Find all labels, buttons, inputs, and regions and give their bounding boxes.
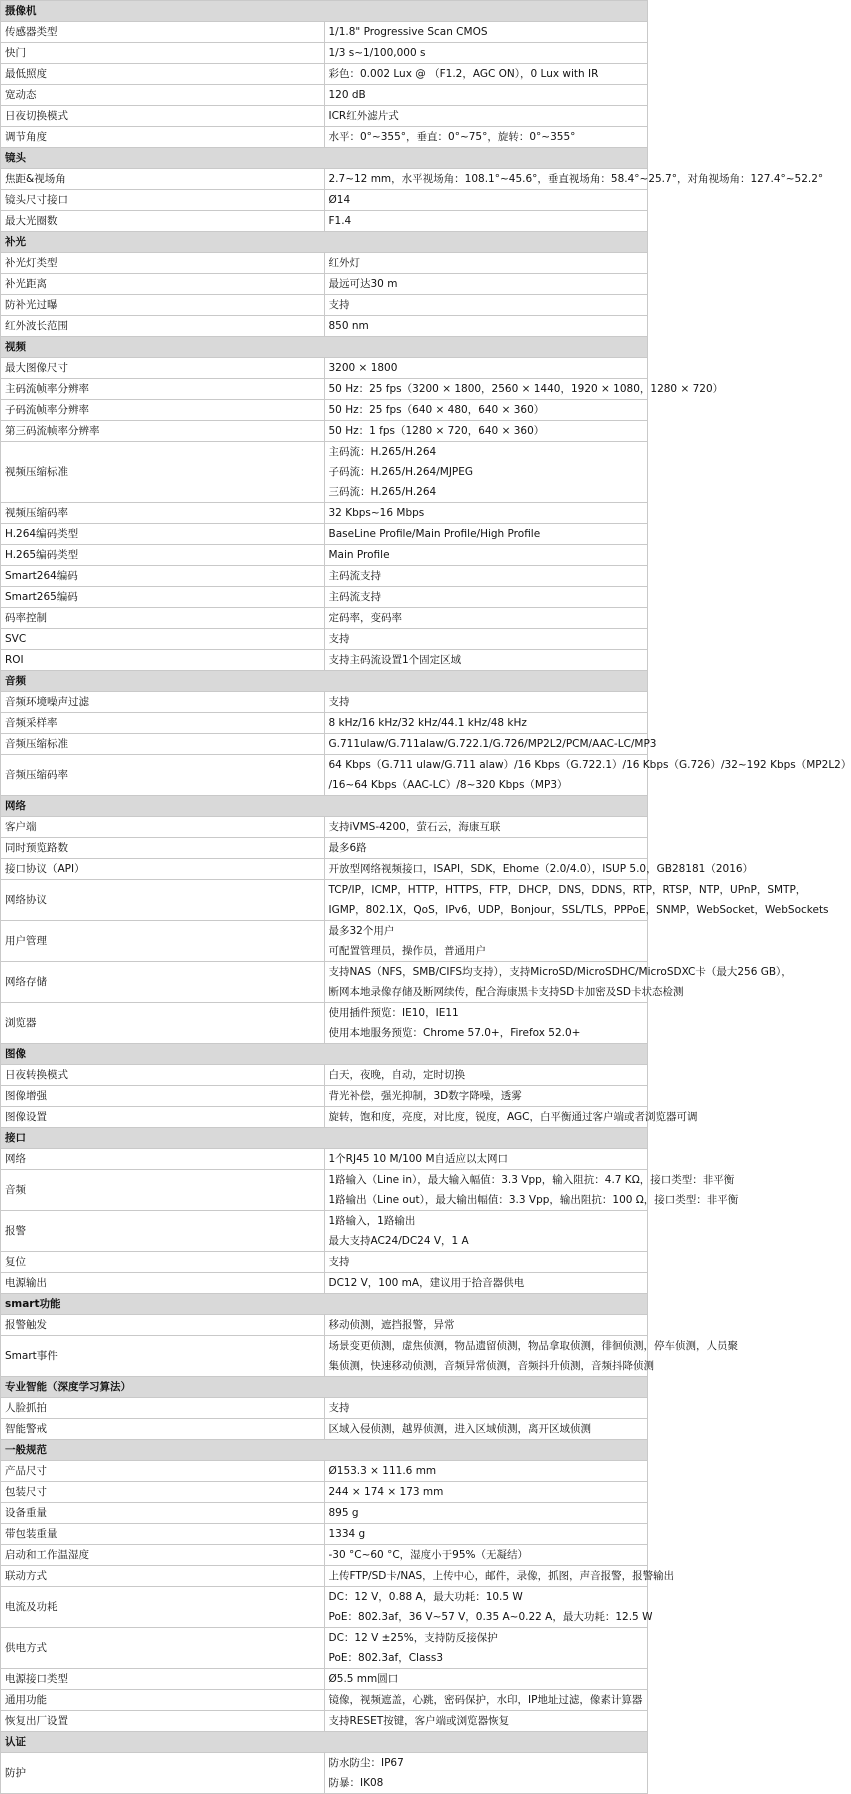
spec-row: [1, 880, 648, 921]
section-header-row: [1, 232, 648, 253]
spec-value-line: 支持RESET按键，客户端或浏览器恢复: [328, 1715, 510, 1727]
section-header-row: [1, 1128, 648, 1149]
spec-label: 音频环境噪声过滤: [1, 692, 325, 713]
spec-label: 带包装重量: [1, 1524, 325, 1545]
spec-label: 最大光圈数: [1, 211, 325, 232]
spec-row: [1, 1252, 648, 1273]
spec-value-line: DC：12 V，0.88 A，最大功耗：10.5 W: [328, 1591, 523, 1603]
spec-row: [1, 1628, 648, 1669]
section-header-row: [1, 1732, 648, 1753]
spec-label: 补光灯类型: [1, 253, 325, 274]
spec-row: [1, 1211, 648, 1252]
spec-row: [1, 1690, 648, 1711]
spec-label: 报警: [1, 1211, 325, 1252]
spec-value-line: 防水防尘：IP67: [328, 1757, 404, 1769]
spec-value: [324, 127, 648, 148]
spec-value-line: BaseLine Profile/Main Profile/High Profile: [328, 528, 541, 540]
spec-value-line: Ø14: [328, 194, 351, 206]
spec-label: 音频压缩码率: [1, 755, 325, 796]
spec-value: [324, 650, 648, 671]
spec-value-line: 1/1.8" Progressive Scan CMOS: [328, 26, 488, 38]
spec-value: [324, 274, 648, 295]
spec-value-line: 32 Kbps~16 Mbps: [328, 507, 425, 519]
spec-label: 传感器类型: [1, 22, 325, 43]
spec-row: [1, 1669, 648, 1690]
spec-value-line: 50 Hz：1 fps（1280 × 720，640 × 360）: [328, 425, 545, 437]
spec-value: [324, 859, 754, 880]
spec-value-line: 120 dB: [328, 89, 366, 101]
spec-label: 供电方式: [1, 1628, 325, 1669]
spec-label: 红外波长范围: [1, 316, 325, 337]
spec-value: [324, 1170, 739, 1211]
spec-label: 设备重量: [1, 1503, 325, 1524]
spec-row: [1, 817, 648, 838]
spec-row: [1, 921, 648, 962]
spec-label: 第三码流帧率分辨率: [1, 421, 325, 442]
spec-value-line: 50 Hz：25 fps（640 × 480，640 × 360）: [328, 404, 545, 416]
spec-value: [324, 85, 648, 106]
spec-value-line: 主码流支持: [328, 591, 381, 603]
spec-value-line: 开放型网络视频接口，ISAPI，SDK，Ehome（2.0/4.0），ISUP 5.0，GB28181（2016）: [328, 863, 754, 875]
spec-value: [324, 713, 648, 734]
spec-row: [1, 106, 648, 127]
spec-label: SVC: [1, 629, 325, 650]
spec-value-line: 白天，夜晚，自动，定时切换: [328, 1069, 465, 1081]
spec-label: 子码流帧率分辨率: [1, 400, 325, 421]
spec-value-line: 最远可达30 m: [328, 278, 398, 290]
spec-value: [324, 1669, 648, 1690]
spec-value-line: 防暴：IK08: [328, 1777, 384, 1789]
spec-value: [324, 524, 648, 545]
spec-value-line: 895 g: [328, 1507, 359, 1519]
spec-label: 客户端: [1, 817, 325, 838]
spec-value-line: 8 kHz/16 kHz/32 kHz/44.1 kHz/48 kHz: [328, 717, 527, 729]
spec-row: [1, 64, 648, 85]
spec-row: [1, 838, 648, 859]
spec-row: [1, 85, 648, 106]
spec-label: 视频压缩码率: [1, 503, 325, 524]
spec-row: [1, 1482, 648, 1503]
spec-label: 恢复出厂设置: [1, 1711, 325, 1732]
spec-row: [1, 1273, 648, 1294]
spec-value-line: PoE：802.3af，36 V~57 V，0.35 A~0.22 A，最大功耗：12.5 W: [328, 1611, 653, 1623]
spec-row: [1, 190, 648, 211]
spec-label: 图像设置: [1, 1107, 325, 1128]
spec-label: 主码流帧率分辨率: [1, 379, 325, 400]
spec-value-line: 集侦测，快速移动侦测，音频异常侦测，音频抖升侦测，音频抖降侦测: [328, 1360, 654, 1372]
spec-label: 联动方式: [1, 1566, 325, 1587]
spec-value: [324, 169, 824, 190]
spec-row: [1, 127, 648, 148]
spec-row: [1, 274, 648, 295]
spec-value: [324, 295, 648, 316]
spec-row: [1, 566, 648, 587]
spec-label: 用户管理: [1, 921, 325, 962]
spec-value: [324, 1482, 648, 1503]
spec-label: 音频采样率: [1, 713, 325, 734]
spec-value-line: Ø153.3 × 111.6 mm: [328, 1465, 437, 1477]
spec-value-line: 定码率，变码率: [328, 612, 402, 624]
spec-label: Smart264编码: [1, 566, 325, 587]
spec-row: [1, 587, 648, 608]
spec-label: 电源输出: [1, 1273, 325, 1294]
spec-row: [1, 1065, 648, 1086]
spec-row: [1, 1524, 648, 1545]
spec-value: [324, 379, 724, 400]
spec-label: 网络协议: [1, 880, 325, 921]
spec-row: [1, 545, 648, 566]
spec-row: [1, 169, 648, 190]
spec-label: 调节角度: [1, 127, 325, 148]
spec-value-line: F1.4: [328, 215, 352, 227]
spec-label: H.265编码类型: [1, 545, 325, 566]
section-header-row: [1, 1294, 648, 1315]
section-header-row: [1, 337, 648, 358]
section-title: 网络: [1, 796, 648, 817]
spec-label: 日夜转换模式: [1, 1065, 325, 1086]
spec-value: [324, 608, 648, 629]
spec-row: [1, 1753, 648, 1794]
spec-value: [324, 629, 648, 650]
spec-label: 产品尺寸: [1, 1461, 325, 1482]
spec-row: [1, 43, 648, 64]
spec-value-line: 镜像，视频遮盖，心跳，密码保护，水印，IP地址过滤，像素计算器: [328, 1694, 643, 1706]
spec-value: [324, 358, 648, 379]
spec-value: [324, 1461, 648, 1482]
spec-value-line: Main Profile: [328, 549, 390, 561]
spec-label: 包装尺寸: [1, 1482, 325, 1503]
spec-row: [1, 1003, 648, 1044]
spec-value-line: 可配置管理员，操作员，普通用户: [328, 945, 486, 957]
spec-value-line: 1路输入，1路输出: [328, 1215, 416, 1227]
spec-label: 码率控制: [1, 608, 325, 629]
spec-row: [1, 358, 648, 379]
spec-value: [324, 22, 648, 43]
spec-value-line: 主码流：H.265/H.264: [328, 446, 437, 458]
spec-value-line: 1个RJ45 10 M/100 M自适应以太网口: [328, 1153, 509, 1165]
spec-value-line: 最大支持AC24/DC24 V，1 A: [328, 1235, 469, 1247]
spec-label: H.264编码类型: [1, 524, 325, 545]
spec-label: 日夜切换模式: [1, 106, 325, 127]
spec-label: Smart265编码: [1, 587, 325, 608]
spec-row: [1, 1587, 648, 1628]
section-title: 一般规范: [1, 1440, 648, 1461]
spec-row: [1, 1315, 648, 1336]
spec-table-body: [1, 1, 851, 1794]
spec-value-line: 2.7~12 mm，水平视场角：108.1°~45.6°，垂直视场角：58.4°~25.7°，对角视场角：127.4°~52.2°: [328, 173, 824, 185]
section-title: 专业智能（深度学习算法）: [1, 1377, 648, 1398]
spec-value-line: 区域入侵侦测，越界侦测，进入区域侦测，离开区域侦测: [328, 1423, 591, 1435]
spec-label: 电流及功耗: [1, 1587, 325, 1628]
spec-row: [1, 1149, 648, 1170]
spec-value: [324, 1587, 653, 1628]
spec-value-line: 支持: [328, 1402, 350, 1414]
spec-label: 网络: [1, 1149, 325, 1170]
spec-value-line: 支持iVMS-4200，萤石云，海康互联: [328, 821, 501, 833]
spec-row: [1, 713, 648, 734]
spec-value: [324, 838, 648, 859]
spec-value-line: PoE：802.3af，Class3: [328, 1652, 444, 1664]
spec-value-line: -30 °C~60 °C，湿度小于95%（无凝结）: [328, 1549, 528, 1561]
spec-value: [324, 1336, 738, 1377]
spec-label: 防补光过曝: [1, 295, 325, 316]
section-header-row: [1, 1440, 648, 1461]
spec-value: [324, 566, 648, 587]
spec-label: 复位: [1, 1252, 325, 1273]
spec-row: [1, 650, 648, 671]
spec-label: 电源接口类型: [1, 1669, 325, 1690]
spec-label: 镜头尺寸接口: [1, 190, 325, 211]
spec-row: [1, 316, 648, 337]
spec-row: [1, 1336, 648, 1377]
spec-value-line: /16~64 Kbps（AAC-LC）/8~320 Kbps（MP3）: [328, 779, 568, 791]
spec-value-line: 244 × 174 × 173 mm: [328, 1486, 444, 1498]
spec-value: [324, 1086, 648, 1107]
spec-value: [324, 1065, 648, 1086]
spec-row: [1, 442, 648, 503]
spec-label: 快门: [1, 43, 325, 64]
section-title: 图像: [1, 1044, 648, 1065]
spec-value: [324, 692, 648, 713]
section-title: smart功能: [1, 1294, 648, 1315]
spec-value-line: 50 Hz：25 fps（3200 × 1800，2560 × 1440，1920 × 1080，1280 × 720）: [328, 383, 724, 395]
spec-value-line: 旋转，饱和度，亮度，对比度，锐度，AGC，白平衡通过客户端或者浏览器可调: [328, 1111, 698, 1123]
spec-row: [1, 859, 648, 880]
spec-row: [1, 734, 648, 755]
spec-label: 通用功能: [1, 1690, 325, 1711]
section-title: 镜头: [1, 148, 648, 169]
section-title: 接口: [1, 1128, 648, 1149]
spec-value-line: DC：12 V ±25%，支持防反接保护: [328, 1632, 498, 1644]
spec-value-line: 上传FTP/SD卡/NAS，上传中心，邮件，录像，抓图，声音报警，报警输出: [328, 1570, 675, 1582]
spec-label: 最低照度: [1, 64, 325, 85]
spec-value: [324, 962, 792, 1003]
spec-value-line: 支持: [328, 696, 350, 708]
spec-value: [324, 43, 648, 64]
spec-value-line: 支持: [328, 1256, 350, 1268]
spec-value: [324, 921, 648, 962]
section-header-row: [1, 796, 648, 817]
spec-row: [1, 295, 648, 316]
spec-value: [324, 1149, 648, 1170]
section-header-row: [1, 148, 648, 169]
spec-value: [324, 211, 648, 232]
spec-value: [324, 1273, 648, 1294]
spec-value: [324, 1252, 648, 1273]
spec-value-line: 1/3 s~1/100,000 s: [328, 47, 426, 59]
spec-row: [1, 524, 648, 545]
spec-value-line: 1334 g: [328, 1528, 366, 1540]
section-header-row: [1, 1377, 648, 1398]
spec-value: [324, 1503, 648, 1524]
spec-label: 音频: [1, 1170, 325, 1211]
spec-row: [1, 1398, 648, 1419]
spec-value: [324, 421, 648, 442]
spec-label: 启动和工作温湿度: [1, 1545, 325, 1566]
spec-value: [324, 817, 648, 838]
spec-value-line: 最多6路: [328, 842, 367, 854]
spec-value-line: 支持NAS（NFS，SMB/CIFS均支持），支持MicroSD/MicroSDHC/MicroSDXC卡（最大256 GB），: [328, 966, 792, 978]
spec-value-line: Ø5.5 mm圆口: [328, 1673, 399, 1685]
spec-label: 接口协议（API）: [1, 859, 325, 880]
spec-row: [1, 1503, 648, 1524]
spec-label: Smart事件: [1, 1336, 325, 1377]
spec-value-line: IGMP，802.1X，QoS，IPv6，UDP，Bonjour，SSL/TLS，PPPoE，SNMP，WebSocket，WebSockets: [328, 904, 829, 916]
spec-value-line: 1路输入（Line in），最大输入幅值：3.3 Vpp，输入阻抗：4.7 KΩ，接口类型：非平衡: [328, 1174, 735, 1186]
spec-value-line: 红外灯: [328, 257, 360, 269]
spec-label: 人脸抓拍: [1, 1398, 325, 1419]
spec-label: 智能警戒: [1, 1419, 325, 1440]
spec-value-line: 场景变更侦测，虚焦侦测，物品遗留侦测，物品拿取侦测，徘徊侦测，停车侦测，人员聚: [328, 1340, 738, 1352]
spec-value-line: ICR红外滤片式: [328, 110, 399, 122]
spec-value-line: 子码流：H.265/H.264/MJPEG: [328, 466, 474, 478]
section-title: 音频: [1, 671, 648, 692]
spec-row: [1, 1711, 648, 1732]
spec-label: 补光距离: [1, 274, 325, 295]
spec-value: [324, 755, 851, 796]
spec-value: [324, 316, 648, 337]
spec-value: [324, 1711, 648, 1732]
spec-value-line: 彩色：0.002 Lux @ （F1.2，AGC ON），0 Lux with IR: [328, 68, 599, 80]
section-title: 视频: [1, 337, 648, 358]
spec-row: [1, 608, 648, 629]
spec-value: [324, 1628, 648, 1669]
spec-row: [1, 421, 648, 442]
spec-value-line: 1路输出（Line out），最大输出幅值：3.3 Vpp，输出阻抗：100 Ω，接口类型：非平衡: [328, 1194, 739, 1206]
spec-row: [1, 400, 648, 421]
spec-label: 防护: [1, 1753, 325, 1794]
spec-row: [1, 253, 648, 274]
spec-label: 焦距&视场角: [1, 169, 325, 190]
section-header-row: [1, 1044, 648, 1065]
spec-value: [324, 734, 657, 755]
spec-label: 浏览器: [1, 1003, 325, 1044]
spec-value: [324, 1398, 648, 1419]
spec-row: [1, 1170, 648, 1211]
spec-row: [1, 1419, 648, 1440]
spec-value: [324, 253, 648, 274]
spec-value: [324, 1566, 675, 1587]
spec-value-line: 移动侦测，遮挡报警，异常: [328, 1319, 455, 1331]
spec-value-line: G.711ulaw/G.711alaw/G.722.1/G.726/MP2L2/PCM/AAC-LC/MP3: [328, 738, 657, 750]
spec-value: [324, 442, 648, 503]
spec-value: [324, 1107, 698, 1128]
spec-label: 音频压缩标准: [1, 734, 325, 755]
spec-value-line: 850 nm: [328, 320, 369, 332]
spec-value-line: 最多32个用户: [328, 925, 395, 937]
spec-value: [324, 1524, 648, 1545]
spec-value: [324, 1690, 648, 1711]
spec-row: [1, 629, 648, 650]
section-title: 摄像机: [1, 1, 648, 22]
spec-value: [324, 1315, 648, 1336]
spec-value: [324, 545, 648, 566]
spec-value: [324, 1003, 648, 1044]
spec-value: [324, 1419, 648, 1440]
spec-value: [324, 106, 648, 127]
spec-value-line: 支持: [328, 299, 350, 311]
spec-value-line: 断网本地录像存储及断网续传，配合海康黑卡支持SD卡加密及SD卡状态检测: [328, 986, 684, 998]
spec-value: [324, 880, 829, 921]
section-header-row: [1, 671, 648, 692]
spec-row: [1, 379, 648, 400]
spec-row: [1, 1461, 648, 1482]
spec-label: 最大图像尺寸: [1, 358, 325, 379]
spec-value-line: 使用本地服务预览：Chrome 57.0+，Firefox 52.0+: [328, 1027, 581, 1039]
spec-row: [1, 692, 648, 713]
spec-label: 报警触发: [1, 1315, 325, 1336]
spec-label: 网络存储: [1, 962, 325, 1003]
spec-label: ROI: [1, 650, 325, 671]
spec-row: [1, 1545, 648, 1566]
spec-label: 同时预览路数: [1, 838, 325, 859]
spec-value-line: 主码流支持: [328, 570, 381, 582]
spec-value-line: 3200 × 1800: [328, 362, 398, 374]
spec-value-line: 支持主码流设置1个固定区域: [328, 654, 462, 666]
spec-value-line: DC12 V，100 mA，建议用于拾音器供电: [328, 1277, 525, 1289]
spec-value-line: 支持: [328, 633, 350, 645]
spec-row: [1, 755, 648, 796]
section-header-row: [1, 1, 648, 22]
spec-value-line: 三码流：H.265/H.264: [328, 486, 437, 498]
spec-row: [1, 1086, 648, 1107]
spec-value-line: 64 Kbps（G.711 ulaw/G.711 alaw）/16 Kbps（G.722.1）/16 Kbps（G.726）/32~192 Kbps（MP2L2）: [328, 759, 851, 771]
spec-value: [324, 400, 648, 421]
spec-value: [324, 1753, 648, 1794]
spec-value: [324, 190, 648, 211]
spec-value: [324, 1545, 648, 1566]
spec-label: 宽动态: [1, 85, 325, 106]
spec-row: [1, 962, 648, 1003]
spec-value-line: 水平：0°~355°，垂直：0°~75°，旋转：0°~355°: [328, 131, 576, 143]
spec-value: [324, 1211, 648, 1252]
spec-row: [1, 211, 648, 232]
spec-value: [324, 64, 648, 85]
spec-label: 图像增强: [1, 1086, 325, 1107]
spec-label: 视频压缩标准: [1, 442, 325, 503]
spec-value-line: 背光补偿，强光抑制，3D数字降噪，透雾: [328, 1090, 522, 1102]
spec-value-line: TCP/IP，ICMP，HTTP，HTTPS，FTP，DHCP，DNS，DDNS，RTP，RTSP，NTP，UPnP，SMTP，: [328, 884, 807, 896]
section-title: 认证: [1, 1732, 648, 1753]
spec-row: [1, 1107, 648, 1128]
spec-row: [1, 1566, 648, 1587]
spec-row: [1, 503, 648, 524]
spec-value-line: 使用插件预览：IE10，IE11: [328, 1007, 459, 1019]
spec-value: [324, 503, 648, 524]
spec-row: [1, 22, 648, 43]
section-title: 补光: [1, 232, 648, 253]
spec-value: [324, 587, 648, 608]
